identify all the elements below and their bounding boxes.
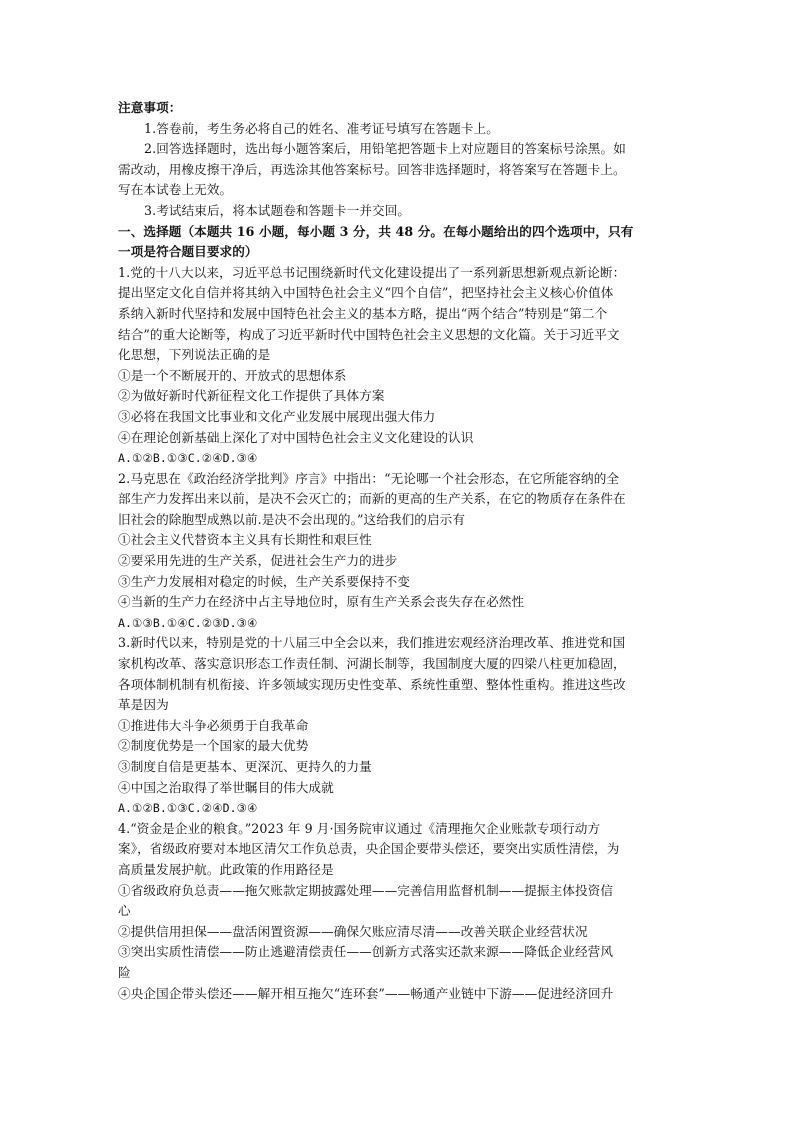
question-stem: 部生产力发挥出来以前，是决不会灭亡的；而新的更高的生产关系，在它的物质存在条件在 [118,491,626,507]
question-item: ③生产力发展相对稳定的时候，生产关系要保持不变 [118,573,410,589]
question-item: ④中国之治取得了举世瞩目的伟大成就 [118,779,334,795]
question-item: ④当新的生产力在经济中占主导地位时，原有生产关系会丧失存在必然性 [118,594,525,610]
notice-line: 2.回答选择题时，选出每小题答案后，用铅笔把答题卡上对应题目的答案标号涂黑。如 [144,141,626,157]
question-3 [118,633,690,818]
question-item: ①省级政府负总责——拖欠账款定期披露处理——完善信用监督机制——提振主体投资信 [118,882,614,898]
question-item: ②提供信用担保——盘活闲置资源——确保欠账应清尽清——改善关联企业经营状况 [118,923,588,939]
exam-page [118,98,690,1004]
notice-line: 写在本试卷上无效。 [118,182,233,198]
question-item: ②制度优势是一个国家的最大优势 [118,738,309,754]
question-2 [118,469,690,634]
notice-line: 1.答卷前，考生务必将自己的姓名、准考证号填写在答题卡上。 [144,120,499,136]
question-stem: 旧社会的除胞型成熟以前.是决不会出现的。”这给我们的启示有 [118,511,466,527]
question-stem: 4.“资金是企业的粮食。”2023 年 9 月·国务院审议通过《清理拖欠企业账款专项行动方 [118,820,601,836]
question-item: ①是一个不断展开的、开放式的思想体系 [118,367,347,383]
question-stem: 化思想，下列说法正确的是 [118,347,271,363]
notice-line: 3.考试结束后，将本试题卷和答题卡一并交回。 [144,202,411,218]
question-4 [118,819,690,1004]
question-stem: 各项体制机制有机衔接、许多领域实现历史性变革、系统性重塑、整体性重构。推进这些改 [118,676,626,692]
question-item: ②要采用先进的生产关系，促进社会生产力的进步 [118,553,398,569]
question-stem: 提出坚定文化自信并将其纳入中国特色社会主义“四个自信”，把坚持社会主义核心价值体 [118,285,614,301]
question-item: ①推进伟大斗争必须勇于自我革命 [118,717,309,733]
question-item: ④央企国企带头偿还——解开相互拖欠“连环套”——畅通产业链中下游——促进经济回升 [118,985,614,1001]
question-stem: 结合”的重大论断等，构成了习近平新时代中国特色社会主义思想的文化篇。关于习近平文 [118,326,620,342]
question-item: ③制度自信是更基本、更深沉、更持久的力量 [118,759,372,774]
question-stem: 案》，省级政府要对本地区清欠工作负总责，央企国企要带头偿还，要突出实质性清偿，为 [118,841,620,857]
question-item: 心 [118,903,131,919]
question-stem: 革是因为 [118,697,169,713]
question-stem: 家机构改革、落实意识形态工作责任制、河湖长制等，我国制度大厦的四梁八柱更加稳固， [118,656,626,672]
answer-options: A.①②B.①③C.②④D.③④ [118,801,258,816]
question-stem: 3.新时代以来，特别是党的十八届三中全会以来，我们推进宏观经济治理改革、推进党和国 [118,635,626,651]
question-item: ③突出实质性清偿——防止逃避清偿责任——创新方式落实还款来源——降低企业经营风 [118,944,614,960]
question-item: ④在理论创新基础上深化了对中国特色社会主义文化建设的认识 [118,429,474,445]
question-1 [118,263,690,469]
answer-options: A.①②B.①③C.②④D.③④ [118,451,258,466]
question-item: ③必将在我国文比事业和文化产业发展中展现出强大伟力 [118,408,436,424]
section-heading: 一、选择题（本题共 16 小题，每小题 3 分，共 48 分。在每小题给出的四个选项中，只有 [118,223,634,239]
question-stem: 高质量发展护航。此政策的作用路径是 [118,861,334,877]
question-stem: 1.党的十八大以来，习近平总书记围绕新时代文化建设提出了一系列新思想新观点新论断： [118,264,626,280]
question-item: ②为做好新时代新征程文化工作提供了具体方案 [118,388,385,404]
notice-line: 需改动，用橡皮擦干净后，再选涂其他答案标号。回答非选择题时，将答案写在答题卡上。 [118,161,626,177]
section-heading: 一项是符合题目要求的） [118,244,258,260]
answer-options: A.①③B.①④C.②③D.③④ [118,615,258,630]
question-stem: 系纳入新时代坚持和发展中国特色社会主义的基本方略，提出“两个结合”特别是“第二个 [118,305,608,321]
question-item: 险 [118,964,131,980]
question-stem: 2.马克思在《政治经济学批判》序言》中指出：“无论哪一个社会形态，在它所能容纳的全 [118,470,620,486]
question-item: ①社会主义代替资本主义具有长期性和艰巨性 [118,532,372,548]
notice-heading: 注意事项： [118,100,182,115]
